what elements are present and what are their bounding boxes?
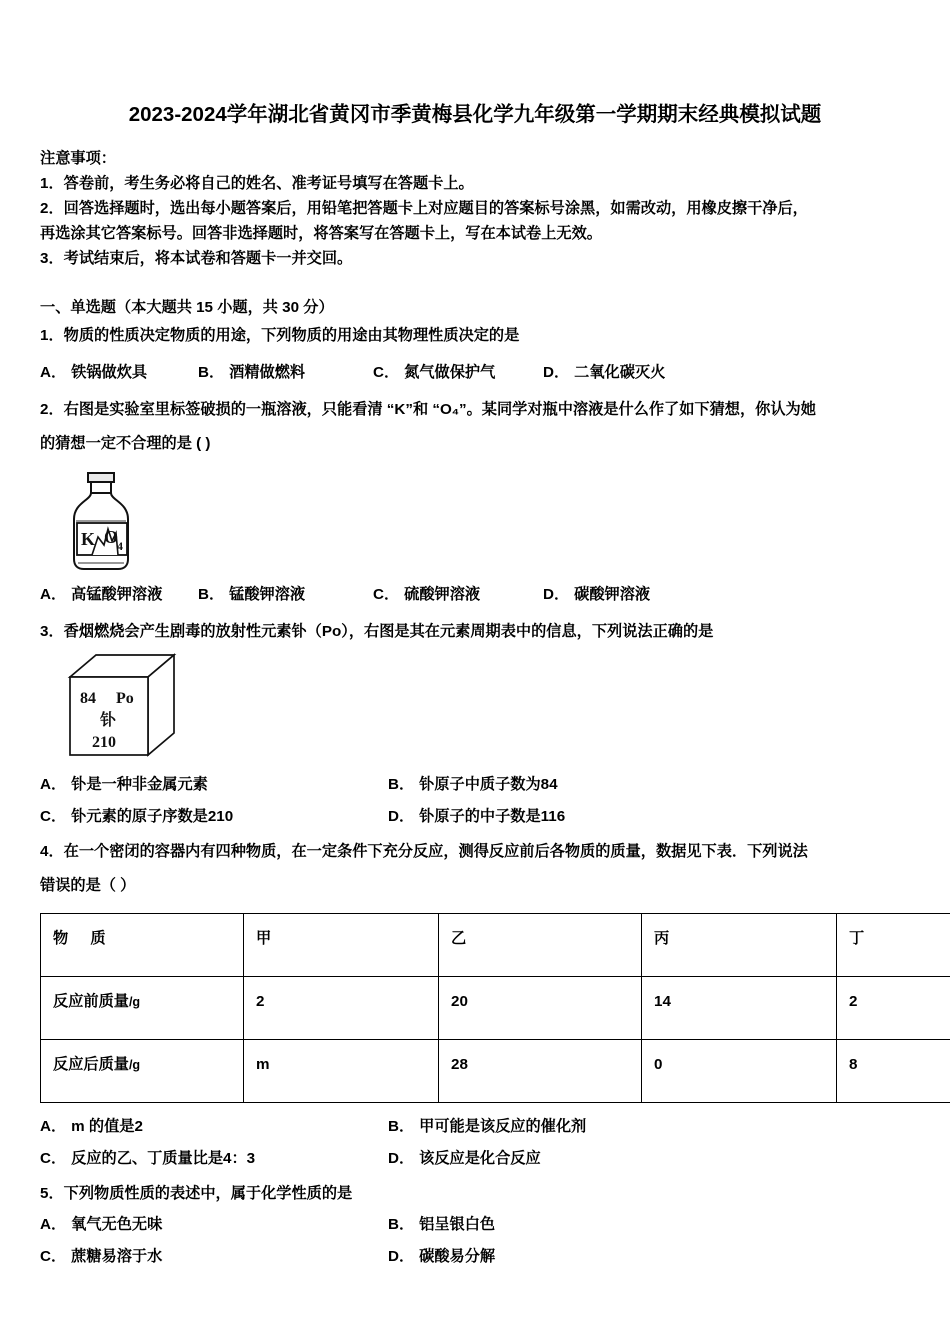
row-label-before-reaction: 反应前质量/g	[41, 977, 244, 1040]
page-title: 2023-2024学年湖北省黄冈市季黄梅县化学九年级第一学期期末经典模拟试题	[128, 103, 822, 126]
question-3-options-row-1	[40, 769, 910, 801]
question-5-options-row-2	[40, 1241, 910, 1273]
question-4-stem-line-2: 错误的是（ ）	[40, 877, 136, 894]
question-2-stem-line-1	[40, 393, 910, 427]
question-5-option-a[interactable]: A． 氧气无色无味	[40, 1216, 163, 1233]
notice-item-2: 2．回答选择题时，选出每小题答案后，用铅笔把答题卡上对应题目的答案标号涂黑，如需改动，用橡皮擦干净后，	[40, 200, 808, 217]
row-label-after-reaction: 反应后质量/g	[41, 1040, 244, 1103]
question-1-stem	[40, 321, 910, 351]
table-header-bing: 丙	[642, 914, 837, 977]
cell-before-ding: 2	[837, 977, 950, 1040]
cell-after-yi: 28	[439, 1040, 642, 1103]
question-5-option-b[interactable]: B． 铝呈银白色	[388, 1216, 496, 1233]
question-3-option-c[interactable]: C． 钋元素的原子序数是210	[40, 808, 234, 825]
question-3-option-a[interactable]: A． 钋是一种非金属元素	[40, 776, 208, 793]
question-5-options-row-1	[40, 1209, 910, 1241]
question-3-option-d[interactable]: D． 钋原子的中子数是116	[388, 808, 566, 825]
question-1-text: 物质的性质决定物质的用途，下列物质的用途由其物理性质决定的是	[63, 327, 520, 344]
question-5-option-c[interactable]: C． 蔗糖易溶于水	[40, 1248, 163, 1265]
bottle-label-k: K	[81, 529, 96, 549]
question-2-stem-line-2: 的猜想一定不合理的是 ( )	[40, 435, 211, 452]
table-header-yi: 乙	[439, 914, 642, 977]
question-2-option-b[interactable]: B． 锰酸钾溶液	[198, 586, 306, 603]
question-1-option-a[interactable]: A． 铁锅做炊具	[40, 364, 148, 381]
notice-item-2-cont: 再选涂其它答案标号。回答非选择题时，将答案写在答题卡上，写在本试卷上无效。	[40, 225, 602, 242]
question-4-option-d[interactable]: D． 该反应是化合反应	[388, 1150, 541, 1167]
question-4	[40, 835, 910, 1175]
cell-after-ding: 8	[837, 1040, 950, 1103]
question-5-stem	[40, 1179, 910, 1209]
question-5-option-d[interactable]: D． 碳酸易分解	[388, 1248, 496, 1265]
cube-atomic-number: 84	[80, 690, 96, 707]
cell-after-bing: 0	[642, 1040, 837, 1103]
question-1-number: 1．	[40, 327, 64, 344]
question-3-text: 香烟燃烧会产生剧毒的放射性元素钋（Po），右图是其在元素周期表中的信息，下列说法正确的是	[63, 623, 714, 640]
bottle-label-o: O	[104, 527, 119, 547]
question-3	[40, 617, 910, 833]
question-4-options-row-2	[40, 1143, 910, 1175]
element-info-cube-figure	[62, 651, 180, 763]
question-5-text: 下列物质性质的表述中，属于化学性质的是	[63, 1185, 353, 1202]
question-4-number: 4．	[40, 843, 64, 860]
question-2	[40, 393, 910, 611]
question-2-number: 2．	[40, 401, 64, 418]
section-heading: 一、单选题（本大题共 15 小题，共 30 分）	[40, 299, 334, 316]
question-4-options-row-1	[40, 1111, 910, 1143]
reaction-mass-table	[40, 913, 950, 1103]
notice-heading: 注意事项：	[40, 150, 116, 167]
question-4-option-c[interactable]: C． 反应的乙、丁质量比是4：3	[40, 1150, 256, 1167]
question-2-option-a[interactable]: A． 高锰酸钾溶液	[40, 586, 163, 603]
question-4-option-a[interactable]: A． m 的值是2	[40, 1118, 143, 1135]
table-header-ding: 丁	[837, 914, 950, 977]
table-header-jia: 甲	[244, 914, 439, 977]
question-4-text-1: 在一个密闭的容器内有四种物质，在一定条件下充分反应，测得反应前后各物质的质量，数据见下表．下列说法	[63, 843, 808, 860]
question-2-option-d[interactable]: D． 碳酸钾溶液	[543, 586, 651, 603]
question-3-option-b[interactable]: B． 钋原子中质子数为84	[388, 776, 558, 793]
notice-item-3: 3．考试结束后，将本试卷和答题卡一并交回。	[40, 250, 353, 267]
cell-after-jia: m	[244, 1040, 439, 1103]
cube-relative-atomic-mass: 210	[92, 734, 116, 751]
table-row-before-reaction	[41, 977, 950, 1040]
notice-item-1: 1．答卷前，考生务必将自己的姓名、准考证号填写在答题卡上。	[40, 175, 474, 192]
question-2-text-1: 右图是实验室里标签破损的一瓶溶液，只能看清 “K”和 “O₄”。某同学对瓶中溶液是什么作了如下猜想，你认为她	[63, 401, 816, 418]
cell-before-bing: 14	[642, 977, 837, 1040]
question-1-option-d[interactable]: D． 二氧化碳灭火	[543, 364, 666, 381]
question-2-options	[40, 579, 910, 611]
question-1	[40, 321, 910, 389]
question-1-option-b[interactable]: B． 酒精做燃料	[198, 364, 306, 381]
question-1-option-c[interactable]: C． 氮气做保护气	[373, 364, 496, 381]
table-row-after-reaction	[41, 1040, 950, 1103]
question-2-option-c[interactable]: C． 硫酸钾溶液	[373, 586, 481, 603]
question-3-stem	[40, 617, 910, 647]
table-header-substance: 物 质	[41, 914, 244, 977]
question-4-stem-line-1	[40, 835, 910, 869]
notice-block	[40, 146, 910, 271]
question-3-number: 3．	[40, 623, 64, 640]
question-5	[40, 1179, 910, 1273]
bottle-label-o-subscript: 4	[117, 539, 123, 553]
cube-element-chinese-name: 钋	[100, 712, 117, 729]
broken-label-bottle-figure	[58, 467, 168, 575]
question-3-options-row-2	[40, 801, 910, 833]
cell-before-yi: 20	[439, 977, 642, 1040]
question-5-number: 5．	[40, 1185, 64, 1202]
question-4-option-b[interactable]: B． 甲可能是该反应的催化剂	[388, 1118, 587, 1135]
table-row-header	[41, 914, 950, 977]
cell-before-jia: 2	[244, 977, 439, 1040]
page-content	[40, 100, 910, 1273]
question-1-options	[40, 357, 910, 389]
cube-element-symbol: Po	[116, 690, 134, 707]
